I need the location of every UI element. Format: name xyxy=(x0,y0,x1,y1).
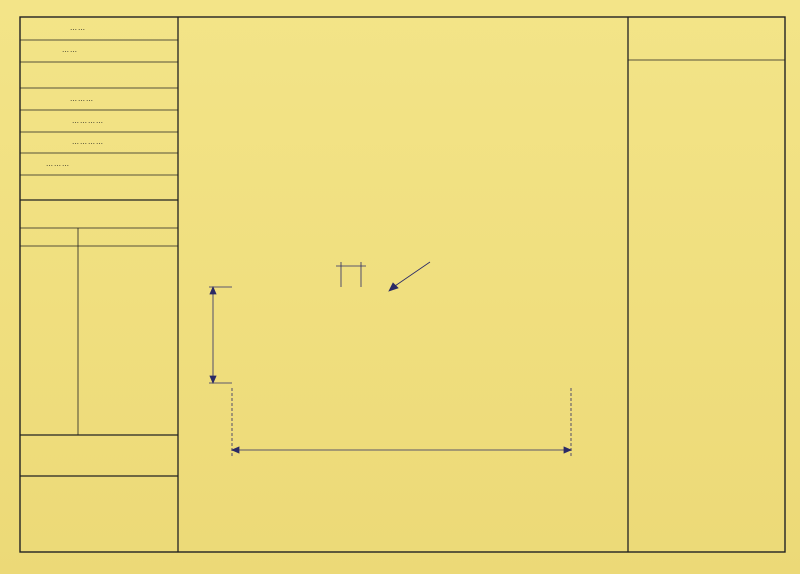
drawing-sheet: …… …… ……… ………… ………… ……… xyxy=(0,0,800,574)
